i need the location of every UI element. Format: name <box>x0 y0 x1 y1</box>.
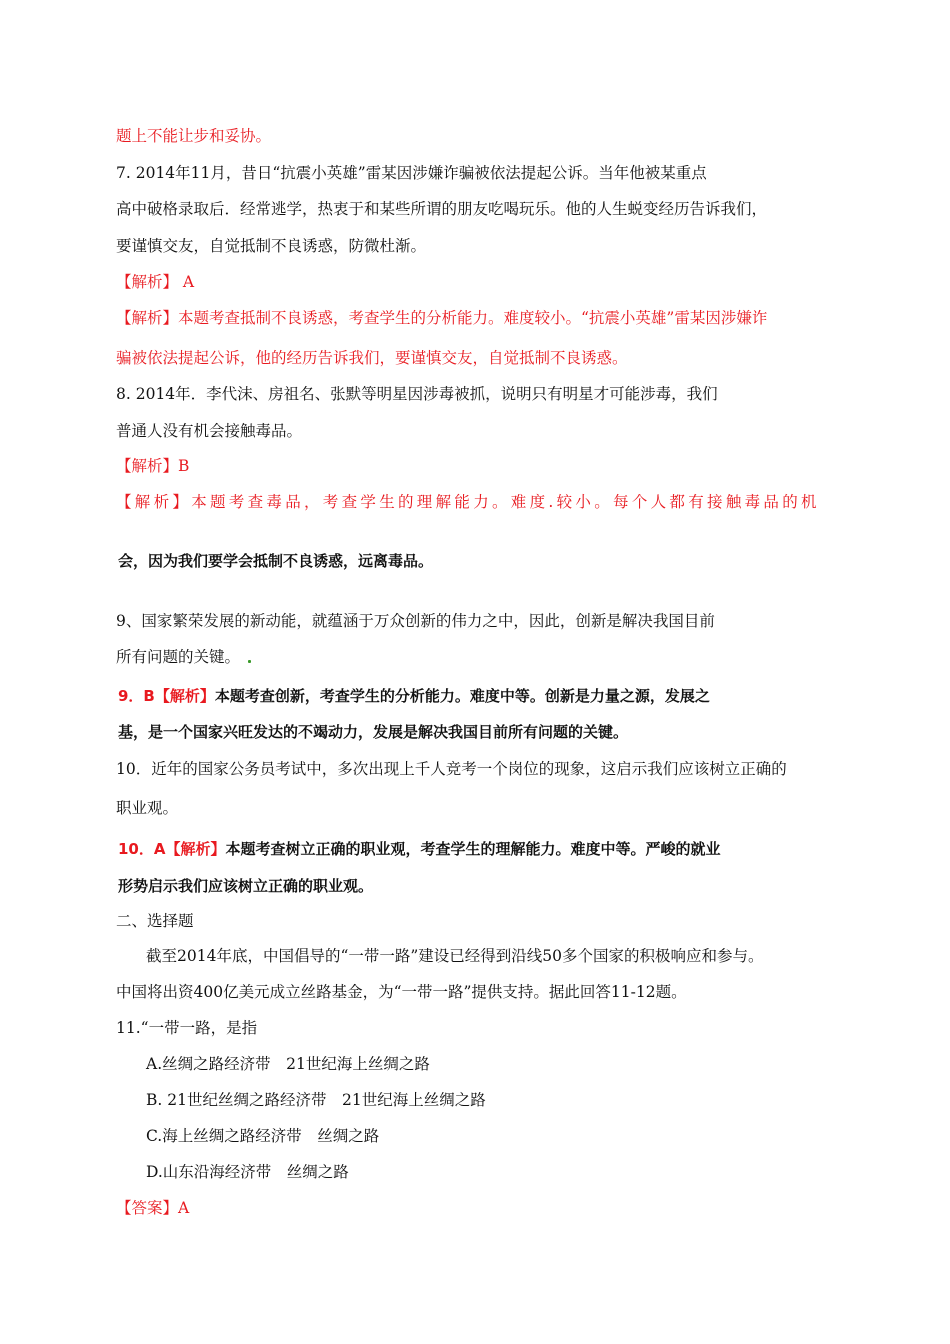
explanation-8-cont: 会，因为我们要学会抵制不良诱惑，远离毒品。 <box>118 552 434 570</box>
explanation-10-text: 本题考查树立正确的职业观，考查学生的理解能力。难度中等。严峻的就业 <box>225 840 721 858</box>
explanation-9-text: 本题考查创新，考查学生的分析能力。难度中等。创新是力量之源，发展之 <box>214 687 710 705</box>
question-9: 9、国家繁荣发展的新动能，就蕴涵于万众创新的伟力之中，因此，创新是解决我国目前 <box>116 612 715 630</box>
answer-7: 【解析】 A <box>116 273 195 291</box>
option-c: C.海上丝绸之路经济带 丝绸之路 <box>146 1127 380 1145</box>
intro-paragraph-cont: 中国将出资400亿美元成立丝路基金，为“一带一路”提供支持。据此回答11-12题。 <box>116 983 687 1001</box>
explanation-9-prefix: 9．B【解析】 <box>118 687 215 705</box>
question-8: 8. 2014年．李代沫、房祖名、张默等明星因涉毒被抓，说明只有明星才可能涉毒，我们 <box>116 385 718 403</box>
explanation-10 <box>118 839 721 859</box>
explanation-9-cont: 基，是一个国家兴旺发达的不竭动力，发展是解决我国目前所有问题的关键。 <box>118 723 629 741</box>
question-10: 10．近年的国家公务员考试中，多次出现上千人竞考一个岗位的现象，这启示我们应该树立正确的 <box>116 760 787 778</box>
explanation-8: 【解析】本题考查毒品，考查学生的理解能力。难度.较小。每个人都有接触毒品的机 <box>116 493 820 511</box>
question-7-cont: 高中破格录取后．经常逃学，热衷于和某些所谓的朋友吃喝玩乐。他的人生蜕变经历告诉我们， <box>116 200 768 218</box>
question-11: 11.“一带一路，是指 <box>116 1019 258 1037</box>
question-9-cont: 所有问题的关键。 <box>116 648 241 666</box>
section-heading: 二、选择题 <box>116 912 194 930</box>
explanation-10-cont: 形势启示我们应该树立正确的职业观。 <box>118 877 374 895</box>
text-line: 题上不能让步和妥协。 <box>116 127 272 145</box>
answer-11: 【答案】A <box>116 1199 190 1217</box>
option-d: D.山东沿海经济带 丝绸之路 <box>146 1163 349 1181</box>
explanation-10-prefix: 10．A【解析】 <box>118 840 226 858</box>
answer-8: 【解析】B <box>116 457 190 475</box>
question-10-cont: 职业观。 <box>116 799 179 817</box>
stray-mark <box>248 660 251 663</box>
option-a: A.丝绸之路经济带 21世纪海上丝绸之路 <box>146 1055 430 1073</box>
option-b: B. 21世纪丝绸之路经济带 21世纪海上丝绸之路 <box>146 1091 486 1109</box>
explanation-9 <box>118 686 710 706</box>
explanation-7-cont: 骗被依法提起公诉，他的经历告诉我们，要谨慎交友，自觉抵制不良诱惑。 <box>116 349 628 367</box>
explanation-7: 【解析】本题考查抵制不良诱惑，考查学生的分析能力。难度较小。“抗震小英雄”雷某因涉嫌诈 <box>116 309 768 327</box>
question-8-cont: 普通人没有机会接触毒品。 <box>116 422 303 440</box>
question-7: 7. 2014年11月，昔日“抗震小英雄”雷某因涉嫌诈骗被依法提起公诉。当年他被某重点 <box>116 164 707 182</box>
intro-paragraph: 截至2014年底，中国倡导的“一带一路”建设已经得到沿线50多个国家的积极响应和参与。 <box>146 947 764 965</box>
question-7-cont: 要谨慎交友，自觉抵制不良诱惑，防微杜渐。 <box>116 237 427 255</box>
